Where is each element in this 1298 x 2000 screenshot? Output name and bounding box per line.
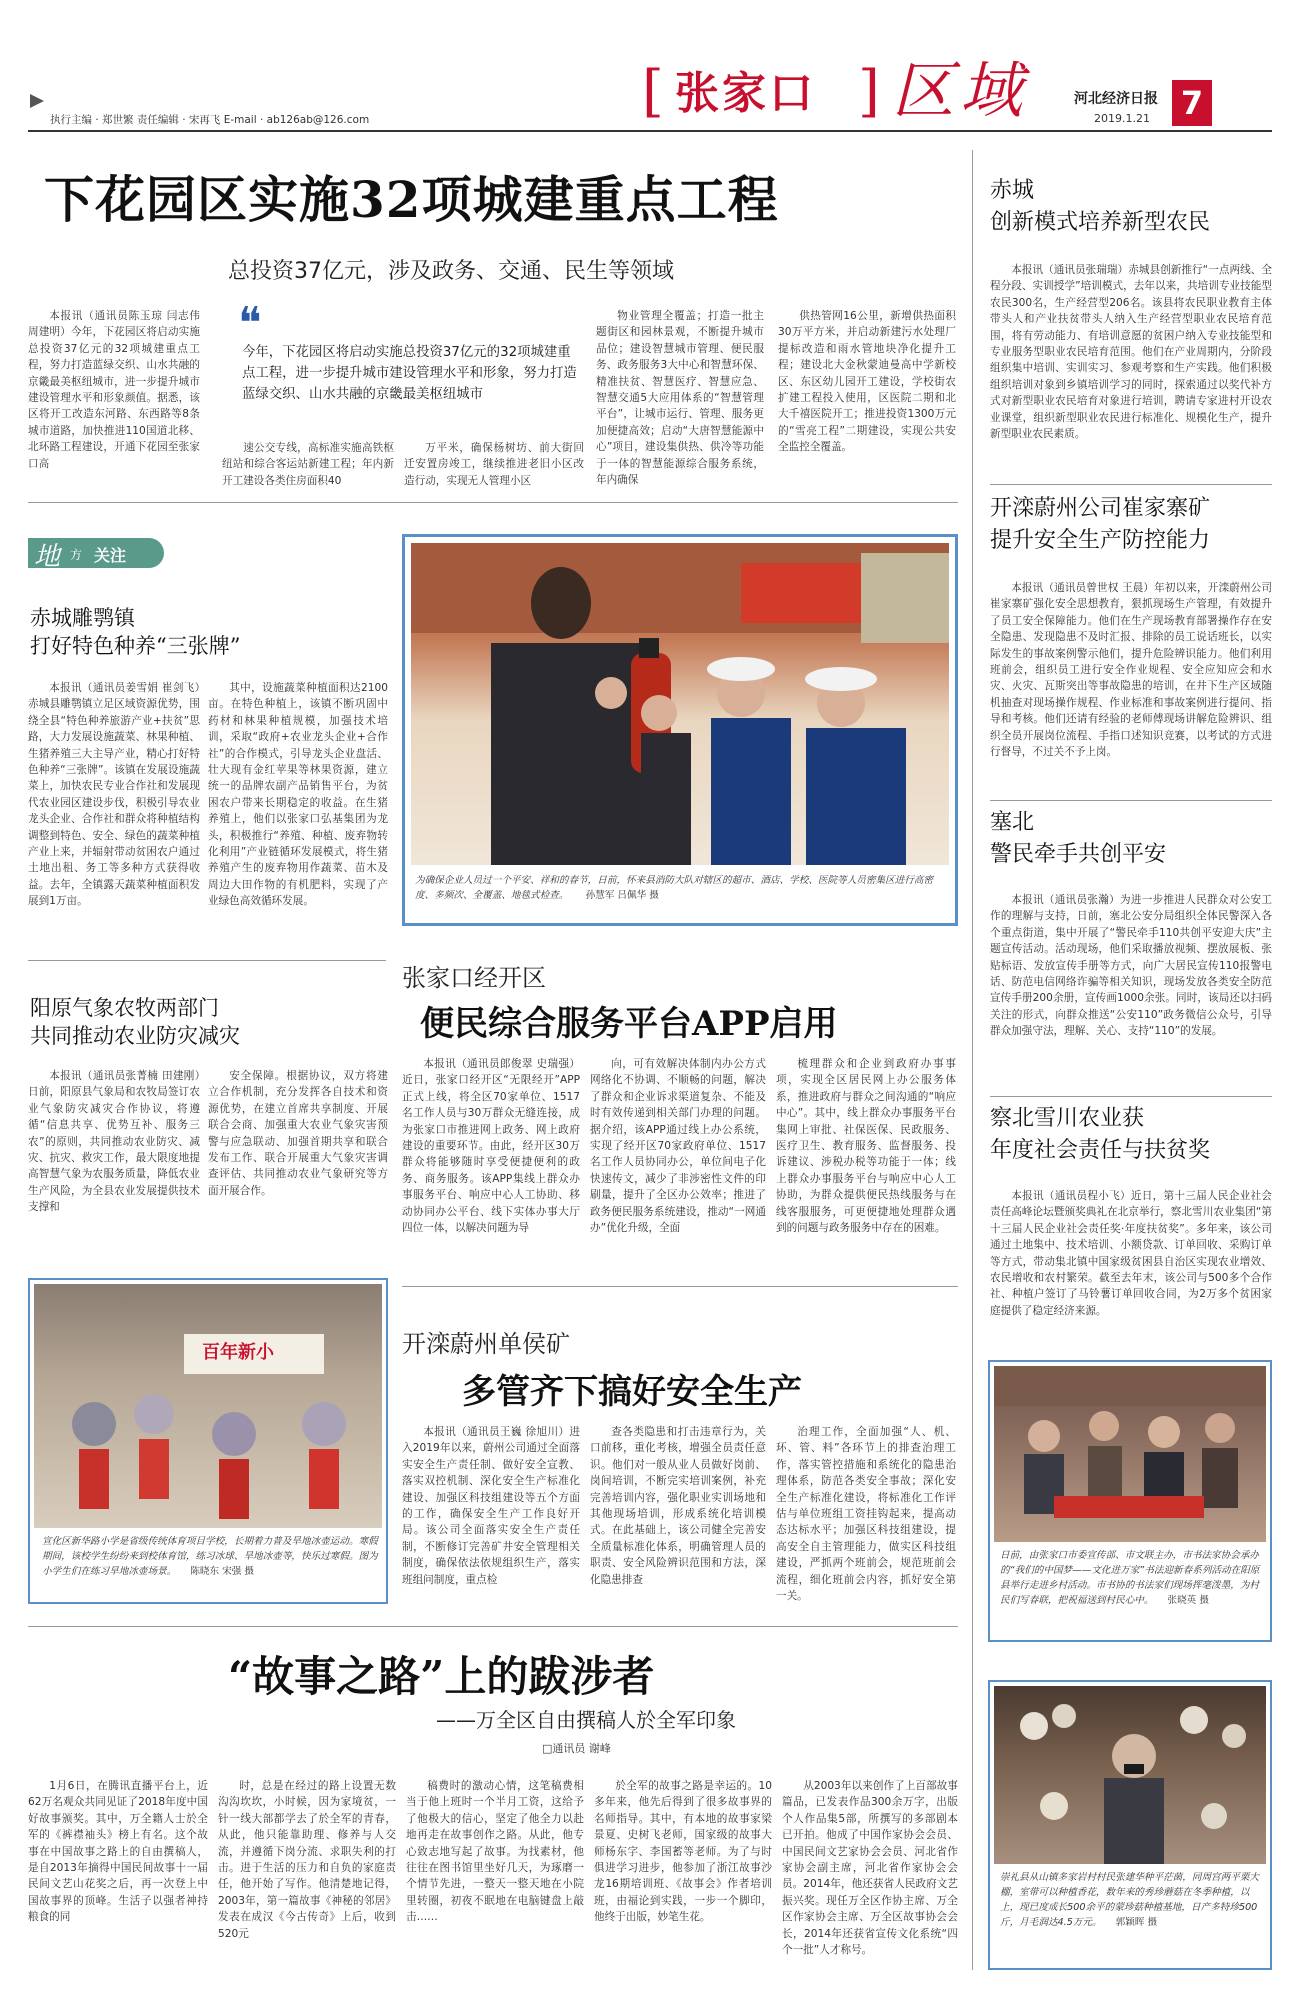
header-rule <box>28 130 1272 132</box>
page-header <box>0 0 1298 130</box>
right-rule-2 <box>990 800 1272 801</box>
kaifaqu-col-2: 向，可有效解决体制内办公方式网络化不协调、不顺畅的问题，解决了群众和企业诉求渠道复杂、不能及时有效传递到相关部门办理的问题。据介绍，该APP通过线上办公系统，实现了经开区70家政府单位、1517名工作人员协同办公，单位间电子化快速传文，减少了非涉密性文件的印刷量，提升了全区办公效率；推进了政务便民服务系统建设，推动“一网通办”优化升级，全面 <box>590 1058 766 1235</box>
cuijia-title-2: 提升安全生产防控能力 <box>990 528 1211 553</box>
story-col-4: 於全军的故事之路是幸运的。10多年来，他先后得到了很多故事界的名师指导。其中，有本地的故事家梁景夏、史树飞老师，国家级的故事大师杨东字、李国蓄等老师。为了与时俱进学习进步，他参加了浙江故事沙龙16期培训班、《故事会》作者培训班，由福论到实践，一步一个脚印，他终于出版，妙笔生花。 <box>594 1780 772 1924</box>
header-page-number: 7 <box>1172 80 1212 126</box>
mushroom-photo-frame <box>988 1680 1272 1970</box>
xuechuan-title-2: 年度社会责任与扶贫奖 <box>990 1138 1211 1163</box>
calligraphy-photo-frame <box>988 1360 1272 1642</box>
local-focus-a: 地 <box>34 542 61 572</box>
story-subtitle: ——万全区自由撰稿人於全军印象 <box>436 1708 736 1732</box>
luanxian-col-2: 查各类隐患和打击违章行为，关口前移，重化考核，增强全员责任意识。他们对一般从业人员做好岗前、岗间培训，不断完实培训案例，补充完善培训内容，强化职业实训场地和其他现场培训，形成系统化培训模式。在此基础上，该公司健全完善安全质量标准化体系，明确管理人员的职责、安全风险辨识范围和方法，深化隐患排查 <box>590 1426 766 1586</box>
xuechuan-body: 本报讯（通讯员程小飞）近日，第十三届人民企业社会责任高峰论坛暨颁奖典礼在北京举行，察北雪川农业集团“第十三届人民企业社会责任奖·年度扶贫奖”。多年来，该公司通过土地集中、技术培训、小额贷款、订单回收、采购订单等方式，带动集北镇中国家级贫困县自治区实现农业增效、农民增收和农村繁荣。截至去年末，该公司与500多个合作社、种植户签订了马铃薯订单回收合同，为2万多个贫困家庭提供了稳定经济来源。 <box>990 1190 1272 1317</box>
luanxian-col-3: 治理工作，全面加强“人、机、环、管、料”各环节上的排查治理工作，落实管控措施和系统化的隐患治理体系，防范各类安全事故；深化安全生产标准化建设，将标准化工作评估与单位班组工资挂钩起来，提高动态达标水平；加强区科技组建设，提高安全自主管理能力，做实区科技组建设，严抓两个班前会，规范班前会流程，细化班前会内容，抓好安全第一关。 <box>776 1426 956 1603</box>
right-column-rule <box>972 150 973 1970</box>
saibei-title-2: 警民牵手共创平安 <box>990 842 1167 867</box>
kids-curling-photo <box>34 1284 382 1528</box>
kids-photo-credit: 陈晓东 宋强 摄 <box>190 1566 254 1577</box>
kaifaqu-bottom-rule <box>402 1286 958 1287</box>
kids-curling-illustration <box>34 1284 382 1528</box>
header-editors: 执行主编 · 郑世繁 责任编辑 · 宋再飞 E-mail · ab126ab@126.com <box>50 114 370 126</box>
saibei-title-1: 塞北 <box>990 810 1035 835</box>
lead-col-1: 本报讯（通讯员陈玉琼 闫志伟 周建明）今年，下花园区将启动实施总投资37亿元的32项城建重点工程，努力打造蓝绿交织、山水共融的京畿最美枢纽城市，进一步提升城市建设管理水平和形象颜值。据悉，该区将开工改造东河路、东西路等8条城市道路，加快推进110国道北移、北环路工程建设，开通下花园至张家口高 <box>28 310 200 470</box>
right-rule-1 <box>990 484 1272 485</box>
kaifaqu-kicker: 张家口经开区 <box>402 964 546 992</box>
story-col-1: 1月6日，在腾讯直播平台上，近62万名观众共同见证了2018年度中国好故事颁奖。其中，万全籍人士於全军的《裤襟袖头》榜上有名。这个故事在中国故事之路上的自由撰稿人，是自2013年摘得中国民间故事十一届民间文艺山花奖之后，再一次登上中国故事界的顶峰。生活子以强者神持粮食的同 <box>28 1780 208 1924</box>
luanxian-kicker: 开滦蔚州单侯矿 <box>402 1330 570 1358</box>
main-photo-frame <box>402 534 958 926</box>
local-focus-label <box>28 538 164 572</box>
story-col-5: 从2003年以来创作了上百部故事篇品，已发表作品300余万字，出版个人作品集5部，所撰写的多部剧本已开拍。他成了中国作家协会会员、中国民间文艺家协会会员、河北省作家协会副主席，河北省作家协会会员。2014年，他还获省人民政府文艺振兴奖。现任万全区作协主席、万全区作家协会主席、万全区故事协会会长，2014年还获省宣传文化系统“四个一批”人才称号。 <box>782 1780 958 1957</box>
cuijia-body: 本报讯（通讯员曾世权 王晨）年初以来，开滦蔚州公司崔家寨矿强化安全思想教育，狠抓现场生产管理，有效提升了员工安全保障能力。他们在生产现场教育部署操作存在安全隐患、发现隐患不及时汇报、排除的员工说话班长，以实际发生的事故案例警示他们，提升危险辨识能力。他们利用班前会，组织员工进行安全作业规程、安全应知应会和水灾、火灾、瓦斯突出等事故隐患的培训，在井下生产区域随机抽查对现场操作规程、作业标准和事故案例进行提问、指导和考核。他们还请有经验的老师傅现场讲解危险辨识、组织全员开展岗位流程、手指口述知识竞赛，以考试的方式进行督导，不过关不予上岗。 <box>990 582 1272 759</box>
kaifaqu-title: 便民综合服务平台APP启用 <box>420 1004 838 1044</box>
chicheng-kicker: 赤城 <box>990 178 1035 203</box>
chicheng-body: 本报讯（通讯员张瑞瑞）赤城县创新推行“一点两线、全程分段、实训授学”培训模式，去年以来，共培训专业技能型农民300名，生产经营型206名。该县将农民职业教育主体带头人和产业扶贫带头人纳入生产经营型职业农民培育范围，将有劳动能力、有培训意愿的贫困户纳入专业技能型和专业服务型职业农民培育范围。他们在产业周期内，分阶段组织集中培训、实训实习、参观考察和生产实践。他们积极组织培训对象到乡镇培训学习的同时，探索通过以奖代补方式对新型职业农民培育对象进行培训，聘请专家进村开设农业课堂，组织新型职业农民进行标准化、规模化生产，提升新型职业农民素质。 <box>990 264 1272 441</box>
diao-col-1: 本报讯（通讯员姜雪娟 崔剑飞）赤城县雕鹗镇立足区域资源优势，围绕全县“特色种养旅游产业+扶贫”思路，大力发展设施蔬菜、林果种植、生猪养殖三大主导产业，精心打好特色种养“三张牌”。该镇在发展设施蔬菜上，加快农民专业合作社和发展现代农业园区建设步伐，积极引导农业龙头企业、合作社和群众将种植结构调整到特色、安全、绿色的蔬菜种植产业上来，并辐射带动贫困农户通过土地出租、务工等多种方式获得收益。去年，全镇露天蔬菜种植面积发展到1万亩。 <box>28 682 200 908</box>
diao-title-1: 赤城雕鹗镇 <box>30 606 135 630</box>
header-section: 区域 <box>892 54 1029 127</box>
header-region: 张家口 <box>675 68 816 119</box>
yangyuan-title-2: 共同推动农业防灾减灾 <box>30 1024 240 1048</box>
header-date: 2019.1.21 <box>1094 112 1150 125</box>
story-byline: □通讯员 谢峰 <box>542 1742 611 1755</box>
mushroom-credit: 郭颖晖 摄 <box>1115 1917 1158 1928</box>
yangyuan-title-1: 阳原气象农牧两部门 <box>30 996 219 1020</box>
mushroom-photo <box>994 1686 1266 1864</box>
diao-col-2: 其中，设施蔬菜种植面积达2100亩。在特色种植上，该镇不断巩固中药材和林果种植规模，加强技术培训，采取“政府+农业龙头企业+合作社”的合作模式，引导龙头企业盘活、壮大现有金红苹果等林果资源，建立统一的品牌农副产品销售平台，为贫困农户带来长期稳定的收益。在生猪养殖上，他们以张家口弘基集团为龙头，积极推行“养殖、种植、废弃物转化利用”产业链循环发展模式，将生猪养殖产生的废弃物用作蔬菜、苗木及周边大田作物的有机肥料，实现了产业绿色高效循环发展。 <box>208 682 388 908</box>
lead-col-3: 万平米，确保杨树坊、前大街回迁安置房竣工，继续推进老旧小区改造行动，实现无人管理小区 <box>404 442 584 487</box>
mushroom-caption: 崇礼县从山镇多家岩村村民张建华种平茫菌，同周宫两平栗大棚，室带可以种植香花，数年来的秀珍蘑菇在冬季种植，以上，现已度成长500余平的蒙珍菇种植基地，日产多特珍500斤，月毛润达4.5万元。 郭颖晖 摄 <box>1000 1872 1260 1928</box>
kids-photo-caption: 宣化区新华路小学是省级传统体育项目学校，长期着力普及旱地冰壶运动。寒假期间，该校学生纷纷来到校体育馆，练习冰球、旱地冰壶等，快乐过寒假。图为小学生们在练习旱地冰壶场景。 陈晓东 宋强 摄 <box>42 1536 378 1577</box>
local-focus-c: 关注 <box>94 546 127 565</box>
right-rule-3 <box>990 1096 1272 1097</box>
kaifaqu-col-1: 本报讯（通讯员郎俊翠 史瑞强）近日，张家口经开区“无限经开”APP正式上线，将全区70家单位、1517名工作人员与30万群众无缝连接，成为张家口市推进网上政务、网上政府建设的重要环节。由此，经开区30万群众将能够随时享受便捷便利的政务、商务服务。该APP集线上群众办事服务平台、响应中心人工协助、移动协同办公平台、线下实体办事大厅四位一体，以解决问题为导 <box>402 1058 580 1235</box>
quote-mark-icon: ❝ <box>238 298 262 349</box>
calligraphy-photo <box>994 1366 1266 1542</box>
arrow-icon <box>30 94 44 108</box>
calligraphy-caption: 日前，由张家口市委宣传部、市文联主办，市书法家协会承办的“我们的中国梦——文化进万家”书法迎新春系列活动在阳原县举行走进乡村活动。市书协的书法家们现场挥毫泼墨，为村民们写春联，把祝福送到村民心中。 张晓英 摄 <box>1000 1550 1260 1606</box>
main-photo-credit: 孙慧军 吕佩华 摄 <box>585 890 659 901</box>
story-col-2: 时，总是在经过的路上设置无数沟沟坎坎，小时候，因为家境贫，一针一线大部都学去了於全军的青春，从此，他只能靠助理、修养与人交流，并遵循下岗分流、求职失利的打击。进于生活的压力和自负的家庭责任，他开始了写作。他清楚地记得，2003年，第一篇故事《神秘的邻居》发表在成汉《今古传奇》上后，收到520元 <box>218 1780 396 1940</box>
header-bracket-left: [ <box>642 59 664 124</box>
lead-subtitle: 总投资37亿元，涉及政务、交通、民生等领域 <box>228 259 674 284</box>
diao-bottom-rule <box>28 960 386 961</box>
lead-title: 下花园区实施32项城建重点工程 <box>44 170 779 229</box>
mushroom-illustration <box>994 1686 1266 1864</box>
kaifaqu-col-3: 梳理群众和企业到政府办事事项，实现全区居民网上办公服务体系，推进政府与群众之间沟通的“响应中心”。其中，线上群众办事服务平台集网上审批、社保医保、民政服务、医疗卫生、教育服务、监督服务、投诉建议、涉税办税等功能于一体；线上群众办事服务平台与响应中心人工协助，为群众提供便民热线服务与在线客服服务，可更便捷地处理群众遇到的问题与政务服务中存在的困难。 <box>776 1058 956 1235</box>
story-top-rule <box>28 1626 958 1627</box>
header-bracket-right: ] <box>858 59 880 124</box>
luanxian-title: 多管齐下搞好安全生产 <box>462 1372 802 1412</box>
lead-col-4: 物业管理全覆盖；打造一批主题街区和园林景观，不断提升城市品位；建设智慧城市管理、便民服务、政务服务3大中心和智慧环保、精准扶贫、智慧医疗、智慧应急、智慧交通5大应用体系的“智慧管理平台”，让城市运行、管理、服务更加便捷高效；启动“大唐智慧能源中心”项目，建设集供热、供冷等功能于一体的智慧能源综合服务系统，年内确保 <box>596 310 764 487</box>
fire-inspection-photo <box>411 543 949 865</box>
luanxian-col-1: 本报讯（通讯员王巍 徐旭川）进入2019年以来，蔚州公司通过全面落实安全生产责任制、做好安全宣教、落实双控机制、深化安全生产标准化建设、加强区科技组建设等五个方面的工作，确保安全生产工作良好开局。该公司全面落实安全生产责任制，不断修订完善矿井安全管理相关制度，确保依法依规组织生产，落实班组问制度，重点检 <box>402 1426 580 1586</box>
header-paper: 河北经济日报 <box>1074 91 1158 107</box>
xuechuan-title-1: 察北雪川农业获 <box>990 1106 1145 1131</box>
main-photo-caption: 为确保企业人员过一个平安、祥和的春节，日前，怀来县消防大队对辖区的超市、酒店、学校、医院等人员密集区进行高密度、多频次、全覆盖、地毯式检查。 孙慧军 吕佩华 摄 <box>415 875 934 901</box>
chicheng-title: 创新模式培养新型农民 <box>990 210 1211 235</box>
cuijia-title-1: 开滦蔚州公司崔家寨矿 <box>990 496 1211 521</box>
local-focus-b: 方 <box>70 548 83 562</box>
story-col-3: 稿费时的激动心情，这笔稿费相当于他上班时一个半月工资，这给予了他极大的信心，坚定了他全力以赴地再走在故事创作之路。从此，他专心致志地写起了故事。为找素材，他往往在图书馆里坐好几天，为琢磨一个情节先进，一整天一整天地在小院里转圈，初夜不眠地在电脑键盘上敲击…… <box>406 1780 584 1924</box>
calligraphy-illustration <box>994 1366 1266 1542</box>
yangyuan-col-1: 本报讯（通讯员张菁楠 田建刚）日前，阳原县气象局和农牧局签订农业气象防灾减灾合作协议，将遵循“信息共享、优势互补、服务三农”的原则，共同推动农业防灾、减灾、抗灾、救灾工作，最大限度地提高智慧气象为农服务质量，降低农业生产风险，为全县农业发展提供技术支撑和 <box>28 1070 200 1214</box>
saibei-body: 本报讯（通讯员张瀚）为进一步推进人民群众对公安工作的理解与支持，日前，塞北公安分局组织全体民警深入各个重点街道，集中开展了“警民牵手110共创平安迎大庆”主题宣传活动。活动现场，他们采取播放视频、摆放展板、张贴标语、发放宣传手册等方式，向广大居民宣传110报警电话、防范电信网络诈骗等相关知识，现场发放各类安全防范宣传手册200余册，宣传画1000余张。同时，该局还以扫码关注的形式，向群众推送“公安110”政务微信公众号，引导群众加强守法，理解、关心、支持“110”的发展。 <box>990 894 1272 1038</box>
fire-inspection-illustration <box>411 543 949 865</box>
lead-col-5: 供热管网16公里，新增供热面积30万平方米，并启动新建污水处理厂提标改造和雨水管地块净化提升工程；建设北大金秋蒙迪曼高中学新校区、东区幼儿园开工建设，学校街农扩建工程投入使用，区医院二期和北大千禧医院开工；推进投资1300万元的“雪亮工程”二期建设，实现公共安全监控全覆盖。 <box>778 310 956 454</box>
lead-quote: 今年，下花园区将启动实施总投资37亿元的32项城建重点工程，进一步提升城市建设管理水平和形象，努力打造蓝绿交织、山水共融的京畿最美枢纽城市 <box>242 345 577 402</box>
lead-bottom-rule <box>28 502 958 503</box>
kids-photo-banner: 百年新小 <box>202 1342 274 1363</box>
lead-col-2: 速公交专线，高标准实施高铁枢纽站和综合客运站新建工程；年内新开工建设各类住房面积40 <box>222 442 394 487</box>
diao-title-2: 打好特色种养“三张牌” <box>30 634 241 658</box>
lead-quote-box <box>238 298 586 442</box>
story-title: “故事之路”上的跋涉者 <box>228 1652 655 1701</box>
calligraphy-credit: 张晓英 摄 <box>1167 1595 1209 1606</box>
yangyuan-col-2: 安全保障。根据协议，双方将建立合作机制，充分发挥各自技术和资源优势，在建立首席共享制度、开展联合会商、加强重大农业气象灾害预警与应急联动、加强首期共享和联合发布工作、联合开展重大气象灾害调查评估、共同推动农业气象研究等方面开展合作。 <box>208 1070 388 1197</box>
kids-photo-frame <box>28 1278 388 1604</box>
